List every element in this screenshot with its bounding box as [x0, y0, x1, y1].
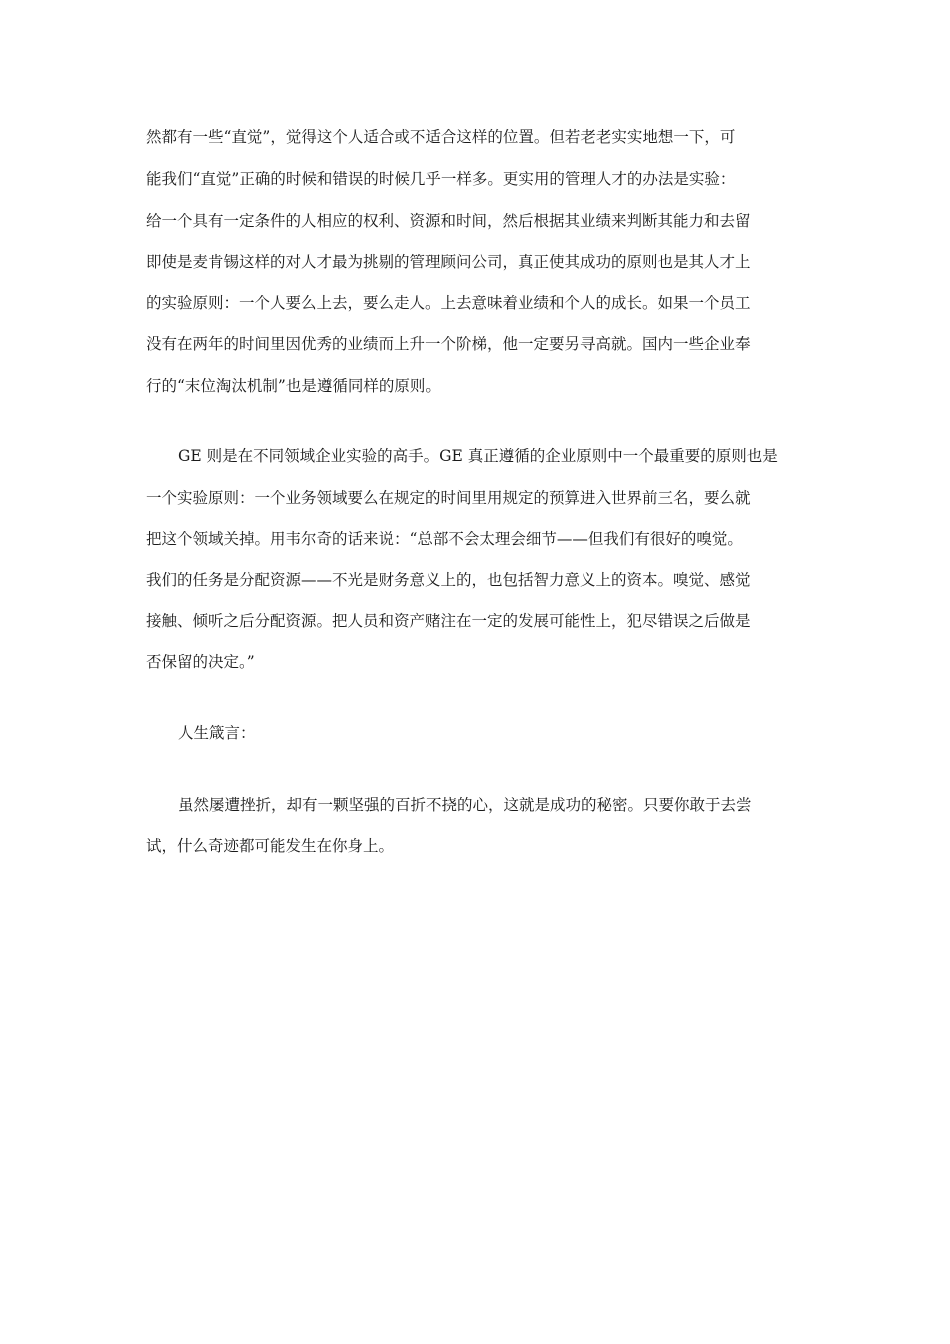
text-line: 把这个领域关掉。用韦尔奇的话来说：“总部不会太理会细节——但我们有很好的嗅觉。 [146, 530, 743, 548]
motto-heading: 人生箴言： [178, 724, 256, 742]
text-line: 一个实验原则：一个业务领域要么在规定的时间里用规定的预算进入世界前三名，要么就 [146, 489, 751, 507]
text-line: 给一个具有一定条件的人相应的权利、资源和时间，然后根据其业绩来判断其能力和去留 [146, 212, 751, 230]
text-line: 虽然屡遭挫折，却有一颗坚强的百折不挠的心，这就是成功的秘密。只要你敢于去尝 [178, 796, 752, 814]
text-line: 然都有一些“直觉”，觉得这个人适合或不适合这样的位置。但若老老实实地想一下，可 [146, 128, 736, 146]
text-line: 否保留的决定。” [146, 653, 255, 671]
text-line: 没有在两年的时间里因优秀的业绩而上升一个阶梯，他一定要另寻高就。国内一些企业奉 [146, 335, 751, 353]
text-line: 试，什么奇迹都可能发生在你身上。 [146, 837, 395, 855]
text-line: 即使是麦肯锡这样的对人才最为挑剔的管理顾问公司，真正使其成功的原则也是其人才上 [146, 253, 751, 271]
text-line: 行的“末位淘汰机制”也是遵循同样的原则。 [146, 377, 441, 395]
text-line: 能我们“直觉”正确的时候和错误的时候几乎一样多。更实用的管理人才的办法是实验： [146, 170, 736, 188]
text-line: GE 则是在不同领域企业实验的高手。GE 真正遵循的企业原则中一个最重要的原则也是 [178, 447, 778, 465]
text-line: 我们的任务是分配资源——不光是财务意义上的，也包括智力意义上的资本。嗅觉、感觉 [146, 571, 751, 589]
text-line: 接触、倾听之后分配资源。把人员和资产赌注在一定的发展可能性上，犯尽错误之后做是 [146, 612, 751, 630]
text-line: 的实验原则：一个人要么上去，要么走人。上去意味着业绩和个人的成长。如果一个员工 [146, 294, 751, 312]
